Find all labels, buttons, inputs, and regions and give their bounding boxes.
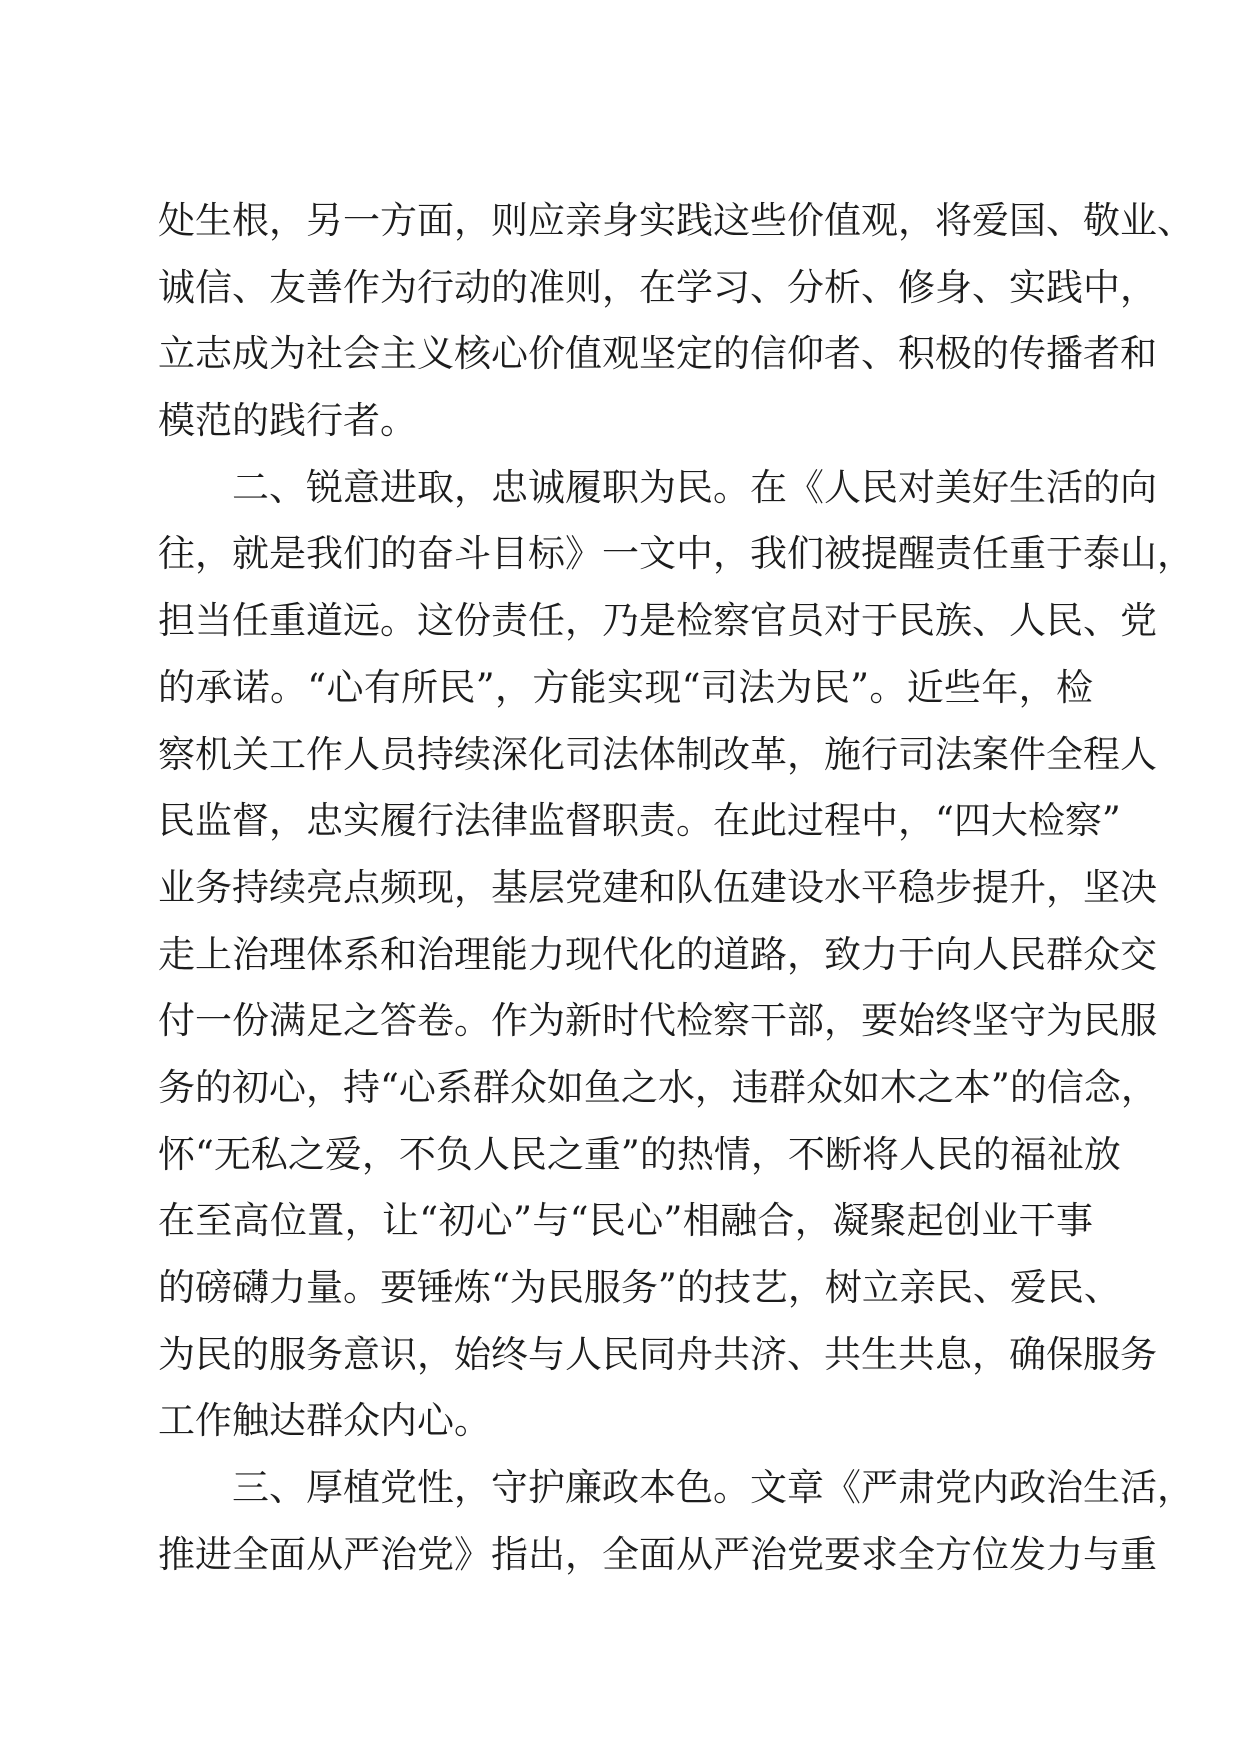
body-text — [158, 188, 1194, 1588]
text-line: 的磅礴力量。要锤炼“为民服务”的技艺，树立亲民、爱民、 — [158, 1266, 1121, 1309]
text-line: 在至高位置，让“初心”与“民心”相融合，凝聚起创业干事 — [158, 1199, 1093, 1243]
text-line: 走上治理体系和治理能力现代化的道路，致力于向人民群众交 — [158, 932, 1157, 976]
text-line: 立志成为社会主义核心价值观坚定的信仰者、积极的传播者和 — [158, 332, 1157, 376]
text-line: 为民的服务意识，始终与人民同舟共济、共生共息，确保服务 — [158, 1332, 1157, 1376]
text-line: 担当任重道远。这份责任，乃是检察官员对于民族、人民、党 — [158, 599, 1157, 643]
text-line: 业务持续亮点频现，基层党建和队伍建设水平稳步提升，坚决 — [158, 865, 1157, 909]
text-line: 察机关工作人员持续深化司法体制改革，施行司法案件全程人 — [158, 732, 1157, 776]
section-heading-line: 三、厚植党性，守护廉政本色。文章《严肃党内政治生活， — [158, 1466, 1194, 1510]
text-line: 诚信、友善作为行动的准则，在学习、分析、修身、实践中， — [158, 265, 1157, 309]
text-line: 付一份满足之答卷。作为新时代检察干部，要始终坚守为民服 — [158, 999, 1157, 1043]
text-line: 工作触达群众内心。 — [158, 1399, 491, 1443]
text-line: 的承诺。“心有所民”，方能实现“司法为民”。近些年，检 — [158, 665, 1093, 709]
text-line: 务的初心，持“心系群众如鱼之水，违群众如木之本”的信念， — [158, 1065, 1158, 1109]
text-line: 处生根，另一方面，则应亲身实践这些价值观，将爱国、敬业、 — [158, 199, 1194, 242]
section-heading-line: 二、锐意进取，忠诚履职为民。在《人民对美好生活的向 — [158, 465, 1157, 509]
text-line: 往，就是我们的奋斗目标》一文中，我们被提醒责任重于泰山， — [158, 532, 1194, 576]
text-line: 怀“无私之爱，不负人民之重”的热情，不断将人民的福祉放 — [158, 1132, 1121, 1176]
text-line: 模范的践行者。 — [158, 399, 417, 443]
text-line: 民监督，忠实履行法律监督职责。在此过程中，“四大检察” — [158, 799, 1121, 843]
text-line: 推进全面从严治党》指出，全面从严治党要求全方位发力与重 — [158, 1532, 1157, 1576]
